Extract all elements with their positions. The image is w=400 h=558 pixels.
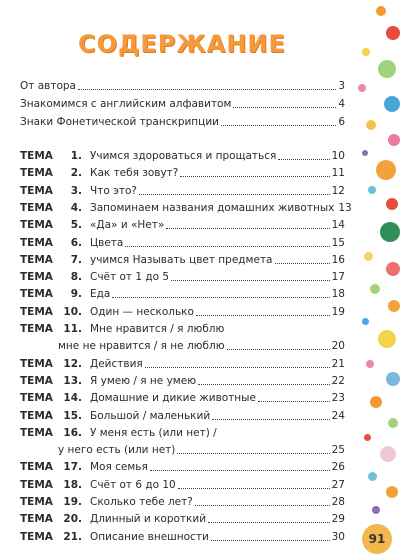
page-number-badge xyxy=(362,524,392,554)
decor-dot xyxy=(386,372,400,386)
toc-topic-entry[interactable] xyxy=(20,270,345,285)
toc-topic-entry[interactable] xyxy=(20,236,345,251)
page-title: СОДЕРЖАНИЕ xyxy=(78,30,286,58)
topic-title: «Да» и «Нет» xyxy=(90,219,165,232)
topic-page: 21 xyxy=(331,357,345,370)
toc-topic-entry[interactable] xyxy=(20,305,345,320)
leader-dots xyxy=(227,339,330,350)
topic-page: 25 xyxy=(331,444,345,457)
topic-title: Учимся здороваться и прощаться xyxy=(90,150,277,162)
topic-title: Один — несколько xyxy=(90,305,194,318)
topic-title: Счёт от 1 до 5 xyxy=(90,271,170,284)
decor-dot xyxy=(378,330,396,348)
entry-page: 3 xyxy=(338,80,345,92)
topic-title: У меня есть (или нет) / xyxy=(90,426,217,439)
leader-dots xyxy=(112,287,329,298)
leader-dots xyxy=(196,305,330,316)
topic-title: учимся Называть цвет предмета xyxy=(90,253,273,266)
toc-topic-entry[interactable] xyxy=(20,322,345,337)
topic-keyword: ТЕМА xyxy=(20,392,53,405)
decor-dot xyxy=(364,434,371,441)
toc-topic-entry[interactable] xyxy=(20,287,345,302)
leader-dots xyxy=(212,409,329,420)
toc-topic-entry[interactable] xyxy=(20,357,345,372)
toc-intro-entry[interactable] xyxy=(20,97,345,112)
decor-dot xyxy=(362,48,370,56)
topic-page: 14 xyxy=(331,219,345,232)
toc-topic-entry[interactable] xyxy=(20,478,345,493)
decor-dot xyxy=(386,486,398,498)
topic-keyword: ТЕМА xyxy=(20,530,53,543)
decor-dot xyxy=(388,300,400,312)
topic-keyword: ТЕМА xyxy=(20,323,53,335)
decor-dot xyxy=(388,134,400,146)
topic-number: 8. xyxy=(70,271,82,284)
leader-dots xyxy=(166,218,329,229)
leader-dots xyxy=(208,512,330,523)
topic-keyword: ТЕМА xyxy=(20,461,53,474)
topic-title: Я умею / я не умею xyxy=(90,374,197,387)
entry-page: 6 xyxy=(338,116,345,128)
topic-title: Описание внешности xyxy=(90,530,209,543)
topic-title: Действия xyxy=(90,357,143,370)
topic-page: 13 xyxy=(338,201,352,214)
topic-title: Домашние и дикие животные xyxy=(90,392,256,405)
topic-number: 14. xyxy=(63,392,82,405)
topic-number: 19. xyxy=(63,496,82,508)
topic-title: Что это? xyxy=(90,184,137,197)
topic-page: 10 xyxy=(331,150,345,162)
topic-page: 17 xyxy=(331,271,345,284)
toc-topic-entry[interactable] xyxy=(20,530,345,545)
topic-number: 18. xyxy=(63,478,82,491)
decor-dot xyxy=(378,60,396,78)
topic-number: 3. xyxy=(70,184,82,197)
leader-dots xyxy=(150,460,330,471)
leader-dots xyxy=(177,443,329,454)
leader-dots xyxy=(233,97,336,108)
topic-page: 12 xyxy=(331,184,345,197)
leader-dots xyxy=(78,79,336,90)
decor-dot xyxy=(376,6,386,16)
toc-topic-entry[interactable] xyxy=(20,460,345,475)
topic-page: 30 xyxy=(331,530,345,543)
topic-keyword: ТЕМА xyxy=(20,496,53,508)
entry-title: Знакомимся с английским алфавитом xyxy=(20,98,232,110)
topic-keyword: ТЕМА xyxy=(20,374,53,387)
topic-page: 18 xyxy=(331,288,345,301)
topic-number: 15. xyxy=(63,409,82,422)
toc-topic-entry[interactable] xyxy=(20,218,345,233)
topic-title: Длинный и короткий xyxy=(90,513,207,526)
decor-dot xyxy=(384,96,400,112)
topic-number: 13. xyxy=(63,374,82,387)
leader-dots xyxy=(125,236,329,247)
topic-title: Большой / маленький xyxy=(90,409,211,422)
leader-dots xyxy=(198,374,330,385)
decor-dot xyxy=(380,446,396,462)
topic-number: 9. xyxy=(70,288,82,301)
toc-topic-continuation[interactable] xyxy=(58,443,345,458)
topic-keyword: ТЕМА xyxy=(20,184,53,197)
decor-dot xyxy=(370,396,382,408)
toc-topic-entry[interactable] xyxy=(20,253,345,268)
topic-title: Запоминаем названия домашних животных xyxy=(90,201,335,214)
toc-topic-entry[interactable] xyxy=(20,201,352,216)
decor-dot xyxy=(370,284,380,294)
topic-page: 27 xyxy=(331,478,345,491)
leader-dots xyxy=(180,166,329,177)
leader-dots xyxy=(278,149,329,160)
topic-keyword: ТЕМА xyxy=(20,357,53,370)
topic-number: 12. xyxy=(63,357,82,370)
topic-page: 20 xyxy=(331,340,345,353)
page-number: 91 xyxy=(368,532,386,546)
toc-topic-entry[interactable] xyxy=(20,391,345,406)
topic-page: 22 xyxy=(331,374,345,387)
topic-keyword: ТЕМА xyxy=(20,167,53,180)
leader-dots xyxy=(171,270,330,281)
topic-keyword: ТЕМА xyxy=(20,478,53,491)
topic-title-continued: у него есть (или нет) xyxy=(58,444,176,457)
topic-title: Моя семья xyxy=(90,461,148,474)
topic-keyword: ТЕМА xyxy=(20,253,53,266)
toc-topic-entry[interactable] xyxy=(20,426,345,441)
topic-page: 15 xyxy=(331,236,345,249)
topic-keyword: ТЕМА xyxy=(20,271,53,284)
topic-number: 7. xyxy=(70,253,82,266)
decor-dot xyxy=(376,160,396,180)
topic-number: 2. xyxy=(70,167,82,180)
topic-number: 4. xyxy=(70,201,82,214)
toc-topic-entry[interactable] xyxy=(20,166,345,181)
decor-dot xyxy=(386,198,398,210)
topic-number: 5. xyxy=(70,219,82,232)
topic-number: 16. xyxy=(63,426,82,439)
topic-page: 28 xyxy=(331,496,345,508)
toc-intro-entry[interactable] xyxy=(20,79,345,94)
decor-dot xyxy=(366,360,374,368)
topic-keyword: ТЕМА xyxy=(20,305,53,318)
toc-topic-continuation[interactable] xyxy=(58,339,345,354)
decor-dot xyxy=(386,262,400,276)
decor-dot xyxy=(368,186,376,194)
leader-dots xyxy=(178,478,330,489)
topic-title: Как тебя зовут? xyxy=(90,167,179,180)
topic-keyword: ТЕМА xyxy=(20,236,53,249)
toc-topic-entry[interactable] xyxy=(20,495,345,510)
leader-dots xyxy=(258,391,330,402)
topic-number: 6. xyxy=(70,236,82,249)
toc-topic-entry[interactable] xyxy=(20,184,345,199)
decor-dot xyxy=(368,472,377,481)
leader-dots xyxy=(221,115,336,126)
entry-title: Знаки Фонетической транскрипции xyxy=(20,116,219,128)
decor-dot xyxy=(388,418,398,428)
topic-title: Сколько тебе лет? xyxy=(90,496,193,508)
leader-dots xyxy=(211,530,330,541)
topic-page: 19 xyxy=(331,305,345,318)
topic-title-continued: мне не нравится / я не люблю xyxy=(58,340,225,353)
toc-topic-entry[interactable] xyxy=(20,409,345,424)
topic-title: Счёт от 6 до 10 xyxy=(90,478,176,491)
topic-keyword: ТЕМА xyxy=(20,288,53,301)
decor-dot xyxy=(362,150,368,156)
topic-title: Мне нравится / я люблю xyxy=(90,323,225,335)
topic-keyword: ТЕМА xyxy=(20,219,53,232)
topic-title: Еда xyxy=(90,288,111,301)
topic-number: 10. xyxy=(63,305,82,318)
leader-dots xyxy=(139,184,330,195)
topic-number: 21. xyxy=(63,530,82,543)
leader-dots xyxy=(275,253,330,264)
topic-keyword: ТЕМА xyxy=(20,409,53,422)
decor-dot xyxy=(380,222,400,242)
toc-topic-entry[interactable] xyxy=(20,374,345,389)
topic-keyword: ТЕМА xyxy=(20,201,53,214)
topic-number: 20. xyxy=(63,513,82,526)
decor-dot xyxy=(386,26,400,40)
decor-dot xyxy=(358,84,366,92)
topic-page: 11 xyxy=(331,167,345,180)
toc-intro-entry[interactable] xyxy=(20,115,345,130)
decor-dot xyxy=(362,318,369,325)
topic-page: 29 xyxy=(331,513,345,526)
leader-dots xyxy=(145,357,330,368)
leader-dots xyxy=(195,495,330,506)
topic-page: 16 xyxy=(331,253,345,266)
topic-number: 1. xyxy=(70,150,82,162)
topic-page: 23 xyxy=(331,392,345,405)
topic-number: 11. xyxy=(63,323,82,335)
toc-topic-entry[interactable] xyxy=(20,149,345,164)
topic-number: 17. xyxy=(63,461,82,474)
decor-dot xyxy=(372,506,380,514)
entry-title: От автора xyxy=(20,80,76,92)
topic-page: 26 xyxy=(331,461,345,474)
topic-keyword: ТЕМА xyxy=(20,150,53,162)
decor-dot xyxy=(364,252,373,261)
entry-page: 4 xyxy=(338,98,345,110)
topic-page: 24 xyxy=(331,409,345,422)
topic-keyword: ТЕМА xyxy=(20,426,53,439)
decor-dot xyxy=(366,120,376,130)
topic-title: Цвета xyxy=(90,236,124,249)
topic-keyword: ТЕМА xyxy=(20,513,53,526)
toc-topic-entry[interactable] xyxy=(20,512,345,527)
